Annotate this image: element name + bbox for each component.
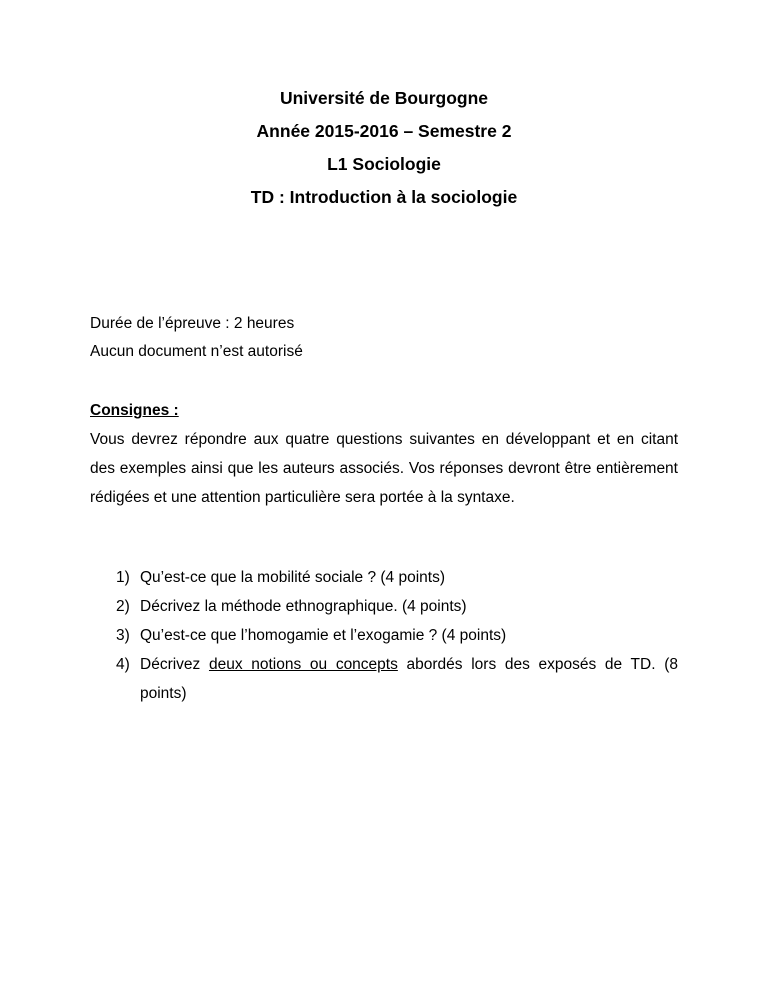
course-level: L1 Sociologie xyxy=(327,154,441,174)
question-item xyxy=(116,592,678,621)
question-list xyxy=(116,563,678,708)
question-emphasis: deux notions ou concepts xyxy=(208,656,398,673)
question-text: Qu’est-ce que l’homogamie et l’exogamie ? (4 points) xyxy=(140,627,507,644)
instructions-section xyxy=(90,397,678,512)
documents-policy: Aucun document n’est autorisé xyxy=(90,343,303,360)
question-item xyxy=(116,650,678,708)
question-number: 3) xyxy=(116,627,130,644)
exam-info xyxy=(90,310,303,366)
question-item xyxy=(116,621,678,650)
question-text-after: abordés lors des exposés de TD. (8 points) xyxy=(140,656,678,702)
exam-duration: Durée de l’épreuve : 2 heures xyxy=(90,315,295,332)
course-title: TD : Introduction à la sociologie xyxy=(250,187,518,207)
university-name: Université de Bourgogne xyxy=(279,88,489,108)
document-header xyxy=(0,82,768,214)
instructions-body: Vous devrez répondre aux quatre questions suivantes en développant et en citant des exemples ainsi que les auteurs associés. Vos réponses devront être entièrement rédigées et une attention particulière sera portée à la syntaxe. xyxy=(90,431,678,506)
question-text: Qu’est-ce que la mobilité sociale ? (4 points) xyxy=(140,569,445,586)
question-text-before: Décrivez xyxy=(140,656,201,673)
question-item xyxy=(116,563,678,592)
question-number: 1) xyxy=(116,569,130,586)
instructions-heading: Consignes : xyxy=(90,402,179,419)
question-text: Décrivez la méthode ethnographique. (4 points) xyxy=(140,598,467,615)
question-number: 4) xyxy=(116,656,130,673)
question-number: 2) xyxy=(116,598,130,615)
question-text xyxy=(140,650,678,708)
academic-year: Année 2015-2016 – Semestre 2 xyxy=(256,121,512,141)
